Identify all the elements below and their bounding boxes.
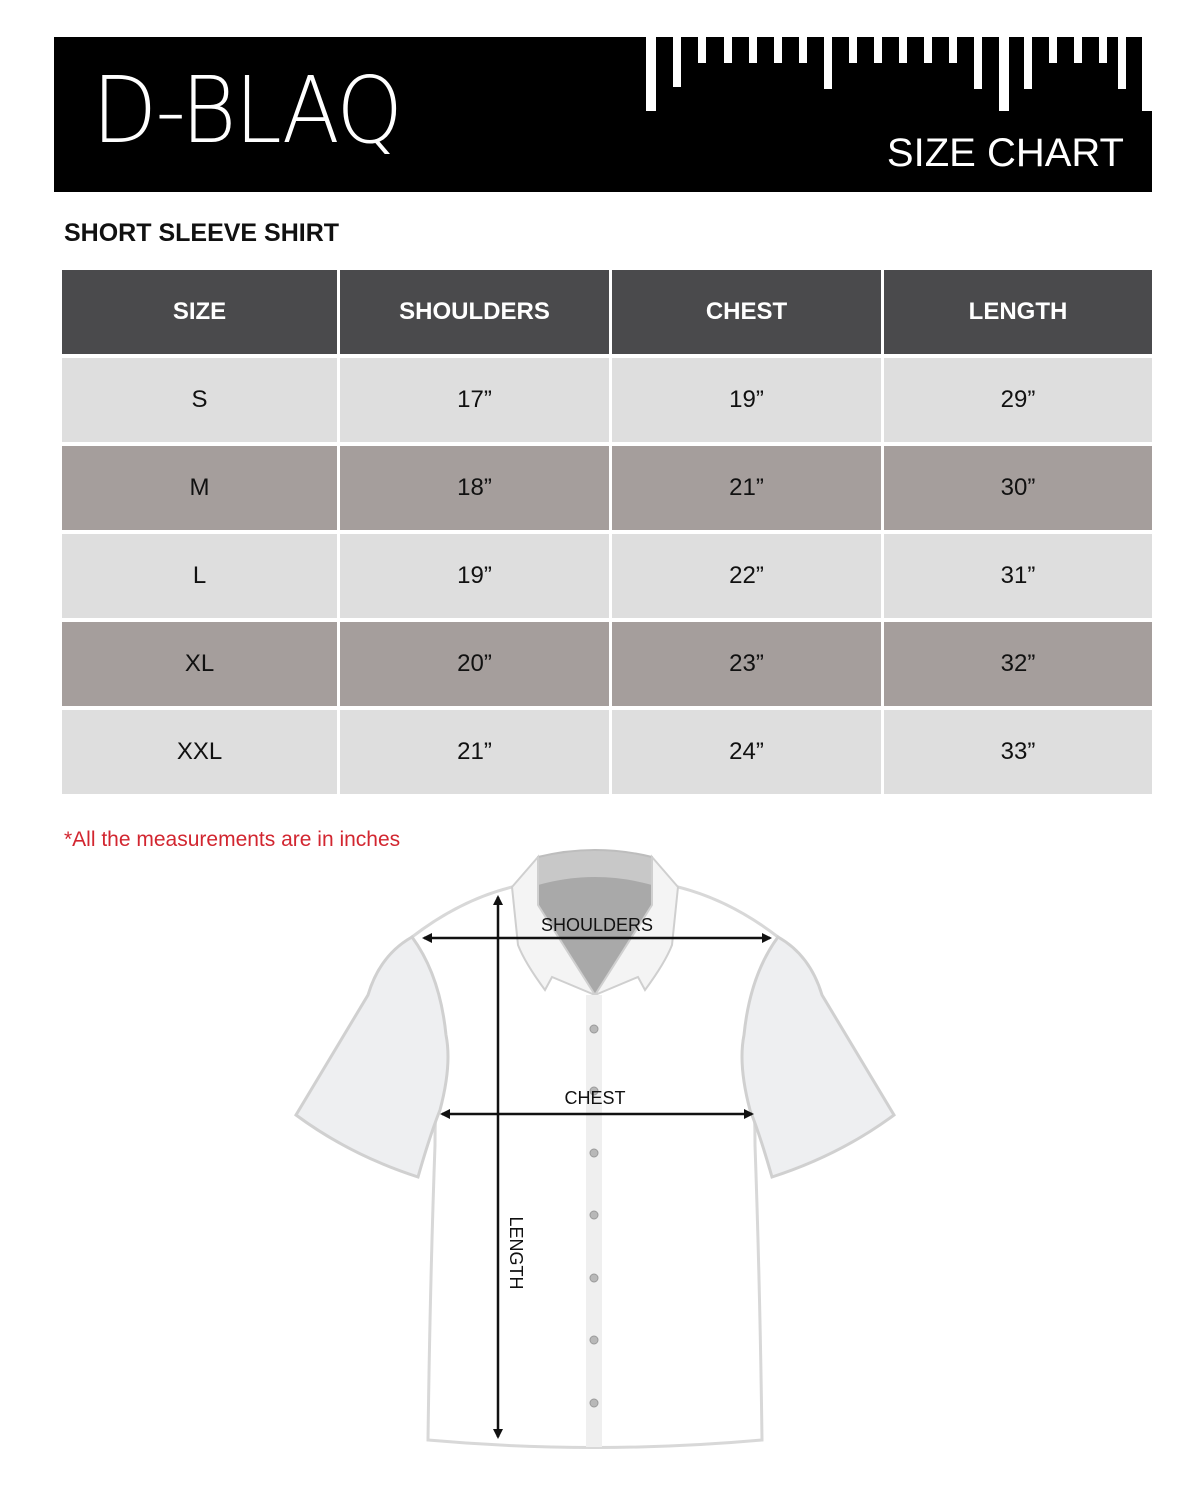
cell-chest: 19” <box>612 358 881 442</box>
cell-size: XL <box>62 622 337 706</box>
table-row <box>62 710 1152 794</box>
cell-chest: 21” <box>612 446 881 530</box>
cell-shoulders: 20” <box>340 622 609 706</box>
cell-chest: 23” <box>612 622 881 706</box>
shoulders-label: SHOULDERS <box>540 915 654 935</box>
table-row <box>62 446 1152 530</box>
cell-length: 33” <box>884 710 1152 794</box>
table-row <box>62 622 1152 706</box>
cell-length: 30” <box>884 446 1152 530</box>
cell-size: L <box>62 534 337 618</box>
button-icon <box>590 1274 598 1282</box>
table-header-row <box>62 270 1152 354</box>
size-table <box>59 266 1155 798</box>
table-row <box>62 358 1152 442</box>
brand-banner <box>54 37 1152 192</box>
header-chest: CHEST <box>612 270 881 354</box>
header-size: SIZE <box>62 270 337 354</box>
cell-chest: 22” <box>612 534 881 618</box>
cell-length: 32” <box>884 622 1152 706</box>
header-shoulders: SHOULDERS <box>340 270 609 354</box>
button-icon <box>590 1211 598 1219</box>
chest-label: CHEST <box>564 1088 626 1108</box>
measurement-note: *All the measurements are in inches <box>64 828 401 851</box>
cell-length: 29” <box>884 358 1152 442</box>
cell-size: S <box>62 358 337 442</box>
right-sleeve-icon <box>742 937 894 1177</box>
cell-size: XXL <box>62 710 337 794</box>
button-icon <box>590 1399 598 1407</box>
cell-shoulders: 21” <box>340 710 609 794</box>
cell-shoulders: 19” <box>340 534 609 618</box>
table-row <box>62 534 1152 618</box>
cell-chest: 24” <box>612 710 881 794</box>
left-sleeve-icon <box>296 937 448 1177</box>
cell-shoulders: 18” <box>340 446 609 530</box>
header-length: LENGTH <box>884 270 1152 354</box>
cell-size: M <box>62 446 337 530</box>
section-title: SHORT SLEEVE SHIRT <box>64 219 340 247</box>
button-icon <box>590 1149 598 1157</box>
shirt-diagram <box>290 845 900 1455</box>
cell-shoulders: 17” <box>340 358 609 442</box>
size-chart-label: SIZE CHART <box>886 131 1124 175</box>
brand-logo: D-BLAQ <box>92 57 402 164</box>
button-icon <box>590 1336 598 1344</box>
length-label: LENGTH <box>506 1216 526 1290</box>
cell-length: 31” <box>884 534 1152 618</box>
button-icon <box>590 1025 598 1033</box>
placket-icon <box>586 995 602 1447</box>
ruler-icon <box>646 37 1152 117</box>
